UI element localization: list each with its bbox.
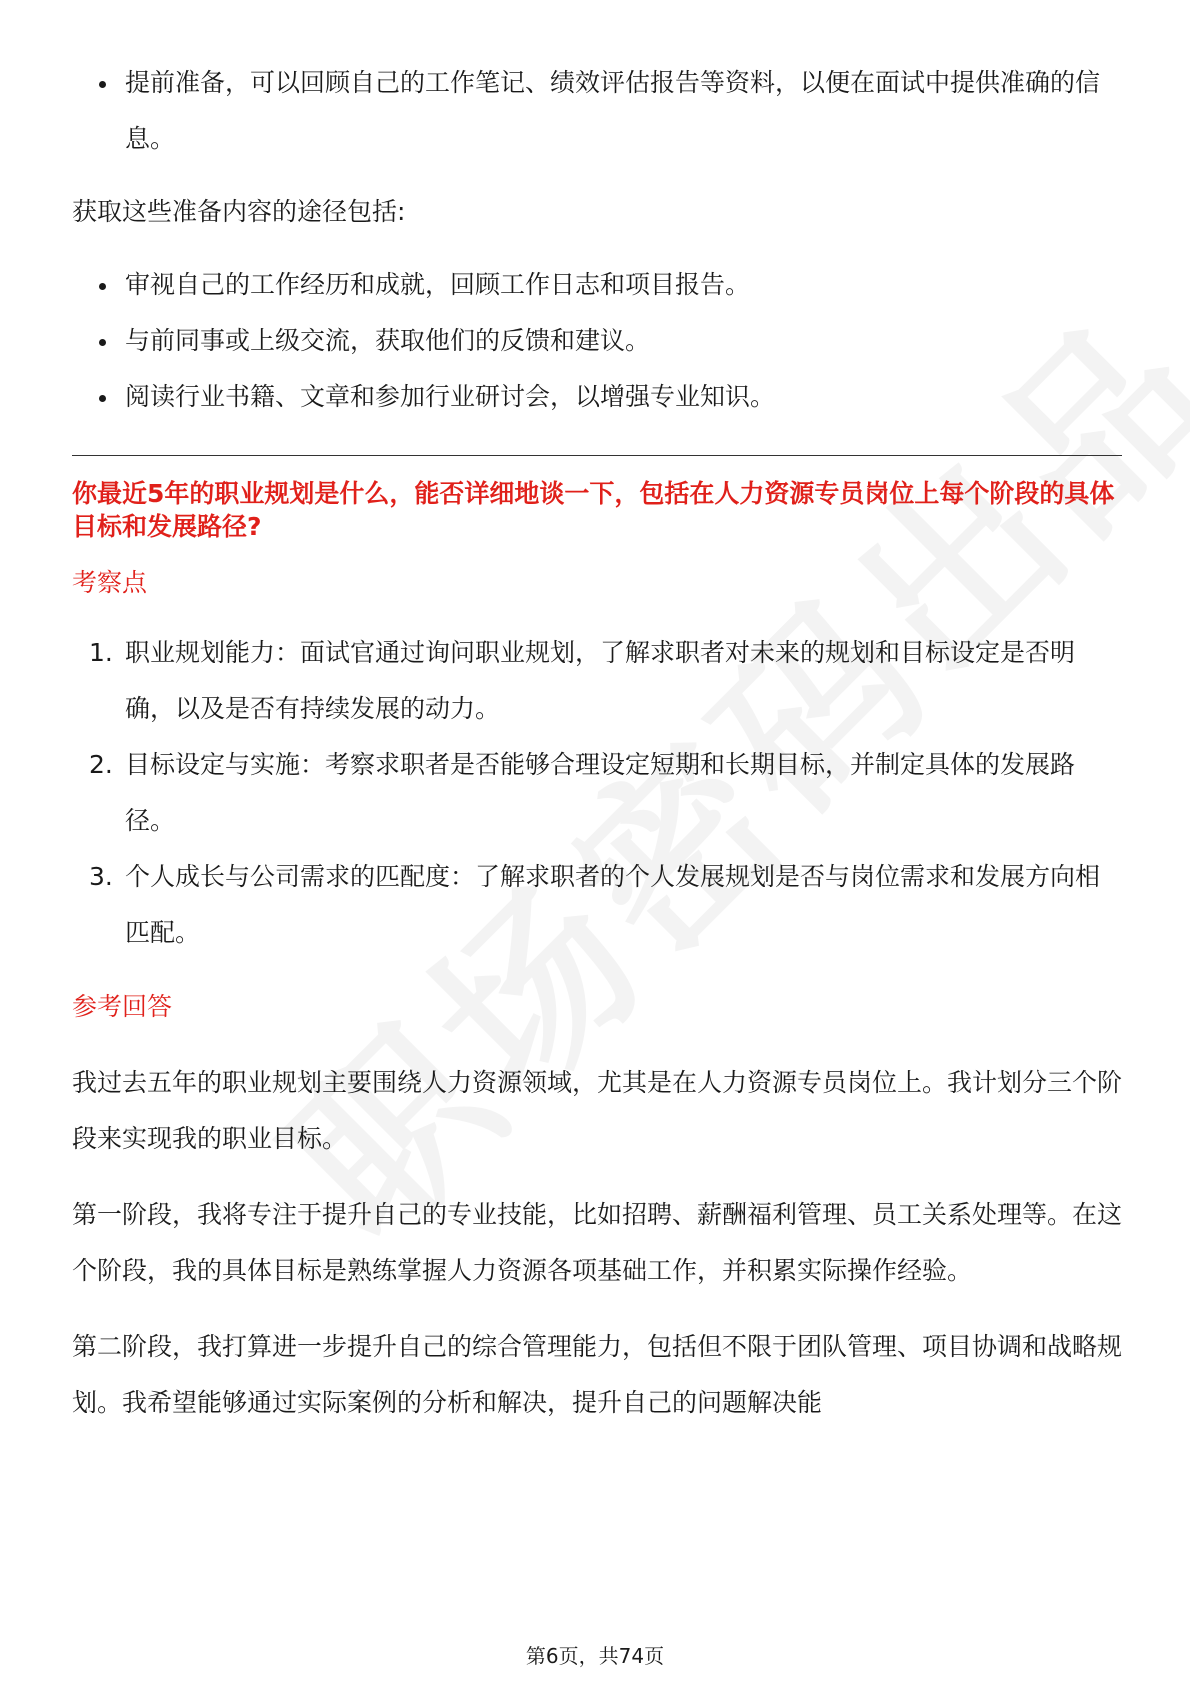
answer-title: 参考回答 — [72, 992, 173, 1021]
list-item — [72, 737, 1122, 849]
list-item — [72, 849, 1122, 961]
focus-title: 考察点 — [72, 568, 148, 597]
answer-paragraph: 第一阶段，我将专注于提升自己的专业技能，比如招聘、薪酬福利管理、员工关系处理等。在这个阶段，我的具体目标是熟练掌握人力资源各项基础工作，并积累实际操作经验。 — [72, 1200, 1123, 1285]
list-text: 目标设定与实施：考察求职者是否能够合理设定短期和长期目标，并制定具体的发展路径。 — [125, 750, 1076, 835]
list-item: 审视自己的工作经历和成就，回顾工作日志和项目报告。 — [72, 257, 1122, 313]
list-text: 职业规划能力：面试官通过询问职业规划，了解求职者对未来的规划和目标设定是否明确，以及是否有持续发展的动力。 — [125, 638, 1076, 723]
answer-paragraph: 我过去五年的职业规划主要围绕人力资源领域，尤其是在人力资源专员岗位上。我计划分三个阶段来实现我的职业目标。 — [72, 1068, 1123, 1153]
list-number: 1. — [89, 638, 113, 667]
preparation-tips-list — [72, 55, 1122, 167]
section-divider — [72, 455, 1122, 456]
page-content — [72, 55, 1122, 1431]
list-item — [72, 625, 1122, 737]
answer-paragraph: 第二阶段，我打算进一步提升自己的综合管理能力，包括但不限于团队管理、项目协调和战略规划。我希望能够通过实际案例的分析和解决，提升自己的问题解决能 — [72, 1332, 1123, 1417]
interview-question: 你最近5年的职业规划是什么，能否详细地谈一下，包括在人力资源专员岗位上每个阶段的具体目标和发展路径? — [72, 479, 1115, 541]
list-item: 与前同事或上级交流，获取他们的反馈和建议。 — [72, 313, 1122, 369]
list-item: 提前准备，可以回顾自己的工作笔记、绩效评估报告等资料，以便在面试中提供准确的信息。 — [72, 55, 1122, 167]
ways-intro: 获取这些准备内容的途径包括: — [72, 197, 406, 226]
focus-list — [72, 625, 1122, 961]
page-number: 第6页，共74页 — [525, 1644, 665, 1668]
list-item: 阅读行业书籍、文章和参加行业研讨会，以增强专业知识。 — [72, 369, 1122, 425]
list-number: 3. — [89, 862, 113, 891]
list-number: 2. — [89, 750, 113, 779]
list-text: 个人成长与公司需求的匹配度：了解求职者的个人发展规划是否与岗位需求和发展方向相匹配。 — [125, 862, 1101, 947]
ways-list — [72, 257, 1122, 425]
